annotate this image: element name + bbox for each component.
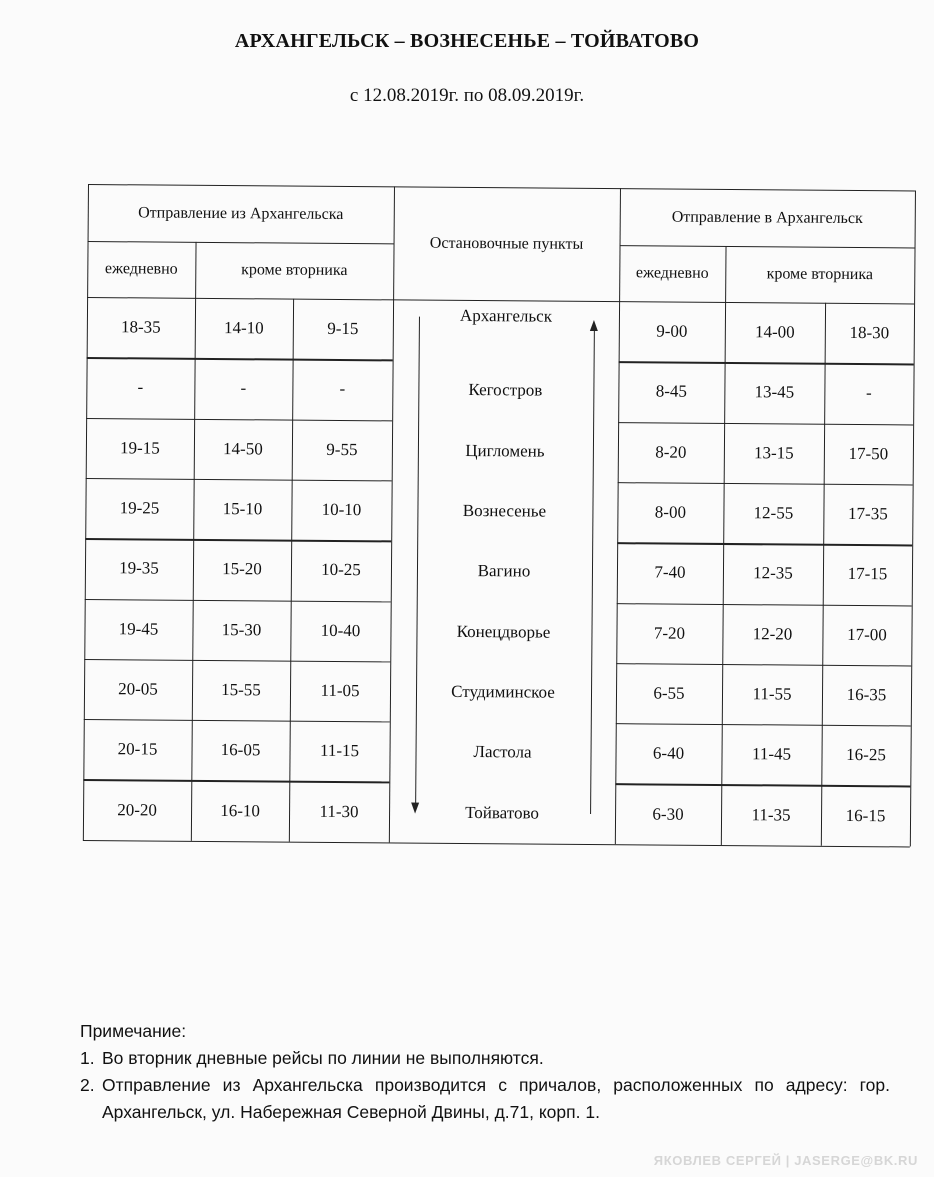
departure-to-time: - — [865, 383, 872, 403]
departure-to-time: 17-50 — [848, 443, 889, 464]
arrow-down-icon — [411, 803, 419, 814]
departure-to-time: 11-55 — [752, 684, 792, 704]
departure-to-time: 6-40 — [652, 743, 685, 763]
departure-to-time: 13-15 — [753, 442, 794, 463]
departure-from-time: 19-45 — [118, 618, 159, 639]
departure-from-time: 14-10 — [223, 318, 264, 338]
departure-from-time: 19-35 — [119, 558, 159, 578]
departure-from-time: 10-10 — [321, 499, 362, 520]
stop-name: Тойватово — [465, 802, 540, 823]
header-stops: Остановочные пункты — [429, 234, 584, 253]
departure-to-time: 8-00 — [654, 502, 687, 522]
departure-to-time: 6-30 — [652, 803, 684, 824]
stop-name: Архангельск — [459, 305, 553, 326]
departure-to-time: 17-00 — [847, 624, 887, 644]
departure-to-time: 9-00 — [656, 321, 688, 341]
departure-from-time: 9-55 — [326, 439, 358, 459]
stop-name: Вагино — [477, 561, 531, 581]
subheader-daily-to: ежедневно — [635, 264, 709, 282]
departure-from-time: 15-20 — [222, 559, 262, 579]
departure-from-time: 14-50 — [223, 438, 263, 459]
header-departure-to: Отправление в Архангельск — [671, 208, 863, 227]
departure-to-time: 12-55 — [753, 503, 794, 523]
departure-to-time: 17-15 — [847, 564, 888, 584]
departure-to-time: 16-15 — [845, 805, 886, 825]
departure-from-time: 16-05 — [220, 740, 261, 760]
departure-to-time: 7-20 — [653, 623, 686, 643]
departure-to-time: 8-45 — [655, 381, 688, 402]
departure-to-time: 8-20 — [655, 442, 687, 462]
note-text: Отправление из Архангельска производится с причалов, расположенных по адресу: гор. Архангельск, ул. Набережная Северной Двины, д.71, корп. 1. — [102, 1075, 890, 1122]
departure-from-time: - — [240, 378, 247, 398]
stop-name: Вознесенье — [462, 500, 547, 521]
departure-from-time: 15-30 — [221, 619, 262, 640]
arrow-up-icon — [590, 320, 598, 331]
stop-name: Студиминское — [451, 681, 555, 702]
note-item — [80, 1045, 890, 1072]
departure-from-time: 10-25 — [321, 560, 361, 580]
departure-to-time: 16-35 — [846, 684, 887, 705]
note-number: 1. — [80, 1048, 95, 1068]
departure-to-time: 17-35 — [848, 504, 888, 524]
note-text: Во вторник дневные рейсы по линии не выполняются. — [102, 1048, 544, 1068]
stop-name: Кегостров — [468, 380, 543, 401]
departure-to-time: 11-35 — [751, 804, 791, 825]
stop-name: Ластола — [473, 742, 532, 762]
note-number: 2. — [80, 1075, 95, 1095]
subheader-daily-from: ежедневно — [104, 260, 178, 278]
note-item — [80, 1072, 890, 1126]
departure-to-time: 12-20 — [752, 623, 793, 644]
departure-to-time: 11-45 — [751, 744, 792, 764]
watermark: ЯКОВЛЕВ СЕРГЕЙ | JASERGE@BK.RU — [653, 1153, 918, 1168]
departure-from-time: 9-15 — [327, 319, 359, 339]
departure-from-time: - — [137, 377, 144, 397]
departure-from-time: 18-35 — [120, 317, 161, 337]
departure-from-time: 11-15 — [319, 741, 360, 761]
departure-from-time: 20-05 — [118, 679, 158, 699]
departure-to-time: 7-40 — [654, 562, 686, 583]
departure-from-time: 20-15 — [117, 739, 158, 759]
departure-to-time: 16-25 — [846, 745, 886, 765]
notes-section — [80, 1018, 890, 1126]
page-title: АРХАНГЕЛЬСК – ВОЗНЕСЕНЬЕ – ТОЙВАТОВО — [234, 30, 700, 52]
departure-from-time: 20-20 — [117, 799, 157, 820]
subheader-except-tuesday-from: кроме вторника — [241, 261, 348, 280]
departure-to-time: 14-00 — [754, 322, 795, 342]
stop-name: Конецдворье — [456, 621, 551, 642]
departure-from-time: 11-30 — [319, 801, 359, 821]
departure-to-time: 12-35 — [753, 563, 793, 583]
departure-from-time: 19-25 — [119, 498, 160, 518]
departure-to-time: 13-45 — [754, 382, 795, 402]
schedule-table — [83, 184, 915, 846]
stop-name: Цигломень — [465, 440, 545, 461]
departure-from-time: 16-10 — [220, 800, 260, 820]
departure-from-time: 15-55 — [221, 679, 261, 700]
validity-period: с 12.08.2019г. по 08.09.2019г. — [349, 85, 585, 106]
header-departure-from: Отправление из Архангельска — [138, 203, 344, 223]
departure-from-time: 19-15 — [120, 437, 160, 458]
departure-from-time: 11-05 — [320, 680, 360, 701]
departure-from-time: 15-10 — [222, 499, 263, 519]
departure-to-time: 18-30 — [849, 323, 890, 343]
notes-heading: Примечание: — [80, 1021, 187, 1041]
departure-from-time: 10-40 — [320, 620, 361, 640]
departure-to-time: 6-55 — [653, 683, 685, 703]
subheader-except-tuesday-to: кроме вторника — [766, 265, 874, 284]
departure-from-time: - — [339, 379, 346, 399]
